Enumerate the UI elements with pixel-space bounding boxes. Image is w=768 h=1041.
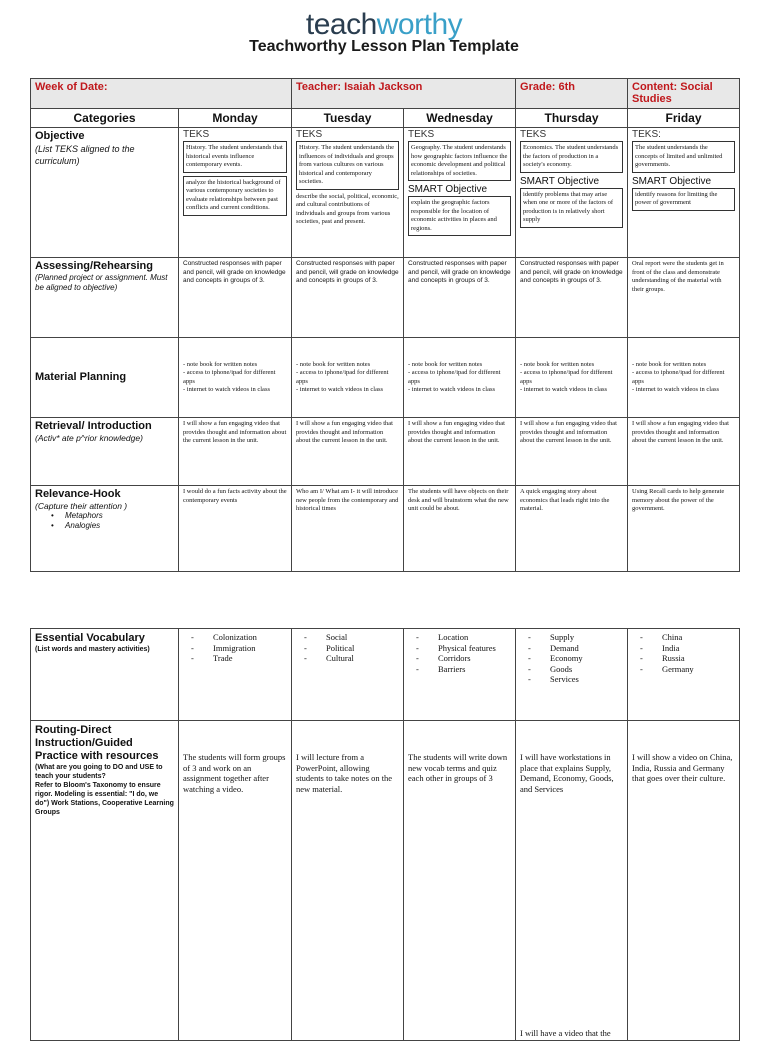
assessing-monday: Constructed responses with paper and pencil, will grade on knowledge and concepts in groups of 3. [179,258,292,338]
objective-subtitle: (List TEKS aligned to the curriculum) [35,144,135,166]
vocab-word: - Immigration [191,643,287,654]
routing-tuesday [292,721,404,1041]
vocabulary-tuesday [292,629,404,721]
material-item: - note book for written notes [296,360,371,368]
routing-wednesday [404,721,516,1041]
objective-thursday [516,128,628,258]
teachworthy-logo: teachworthy [305,8,463,41]
smart-objective-label: SMART Objective [632,175,712,187]
relevance-subtitle: (Capture their attention ) [35,501,128,511]
material-item: - internet to watch videos in class [183,386,271,393]
material-item: - internet to watch videos in class [520,386,608,393]
routing-text: I will have workstations in place that explains Supply, Demand, Economy, Goods, and Services [520,752,614,794]
routing-monday [179,721,292,1041]
vocab-word: - Location [416,632,511,643]
routing-text: The students will form groups of 3 and work on an assignment together after watching a video. [183,752,286,794]
vocabulary-friday [628,629,740,721]
day-thursday: Thursday [516,109,628,128]
vocabulary-wednesday [404,629,516,721]
routing-note: Refer to Bloom's Taxonomy to ensure rigor. Modeling is essential: "I do, we do") Work Stations, Cooperative Learning Groups [35,782,174,816]
relevance-title: Relevance-Hook [35,488,121,500]
material-item: - internet to watch videos in class [296,386,384,393]
relevance-tuesday: Who am I/ What am I- it will introduce new people from the contemporary and historical times [292,486,404,572]
vocab-word: - Trade [191,653,287,664]
relevance-wednesday: The students will have objects on their desk and will brainstorm what the new unit could be about. [404,486,516,572]
objective-wednesday [404,128,516,258]
material-title: Material Planning [35,371,127,383]
routing-text: The students will write down new vocab terms and quiz each other in groups of 3 [408,752,508,783]
objective-tuesday [292,128,404,258]
teks-label: TEKS: [632,129,661,140]
material-item: - access to iphone/ipad for different apps [520,369,613,385]
routing-title: Routing-Direct Instruction/Guided Practice with resources [35,724,159,762]
vocab-word: - Cultural [304,653,399,664]
assessing-category [31,258,179,338]
relevance-friday: Using Recall cards to help generate memory about the power of the government. [628,486,740,572]
routing-thursday [516,721,628,1041]
material-thursday [516,338,628,418]
material-monday [179,338,292,418]
material-item: - access to iphone/ipad for different apps [408,369,501,385]
assessing-tuesday: Constructed responses with paper and pencil, will grade on knowledge and concepts in groups of 3. [292,258,404,338]
retrieval-friday: I will show a fun engaging video that provides thought and information about the current lesson in the unit. [628,418,740,486]
day-wednesday: Wednesday [404,109,516,128]
vocabulary-thursday [516,629,628,721]
vocab-word: - Political [304,643,399,654]
vocab-word: - Social [304,632,399,643]
retrieval-title: Retrieval/ Introduction [35,420,152,432]
relevance-thursday: A quick engaging story about economics that leads right into the material. [516,486,628,572]
objective-friday [628,128,740,258]
vocabulary-routing-table [30,628,740,1041]
relevance-list [35,511,174,531]
vocabulary-row [31,629,740,721]
retrieval-category [31,418,179,486]
retrieval-wednesday: I will show a fun engaging video that provides thought and information about the current lesson in the unit. [404,418,516,486]
smart-objective-text: describe the social, political, economic, and cultural contributions of individuals and groups from various societies, past and present. [296,192,399,225]
vocab-word: - Physical features [416,643,511,654]
vocabulary-title: Essential Vocabulary [35,632,145,644]
day-header-row [31,109,740,128]
relevance-category [31,486,179,572]
header-row [31,79,740,109]
teks-text: The student understands the concepts of limited and unlimited governments. [632,141,735,173]
vocabulary-category [31,629,179,721]
routing-text: I will show a video on China, India, Russia and Germany that goes over their culture. [632,752,733,783]
routing-friday [628,721,740,1041]
material-item: - note book for written notes [183,360,258,368]
retrieval-tuesday: I will show a fun engaging video that provides thought and information about the current lesson in the unit. [292,418,404,486]
day-tuesday: Tuesday [292,109,404,128]
assessing-subtitle: (Planned project or assignment. Must be aligned to objective) [35,273,168,292]
material-item: - access to iphone/ipad for different apps [183,369,276,385]
vocab-word: - Demand [528,643,623,654]
material-wednesday [404,338,516,418]
lesson-plan-table [30,78,740,572]
teks-text: History. The student understands that historical events influence contemporary events. [183,141,287,173]
retrieval-row [31,418,740,486]
relevance-item: • Metaphors [51,511,174,521]
routing-text: I will lecture from a PowerPoint, allowing students to take notes on the new material. [296,752,393,794]
vocabulary-subtitle: (List words and mastery activities) [35,646,150,653]
assessing-title: Assessing/Rehearsing [35,260,153,272]
vocab-word: - China [640,632,735,643]
routing-text-extra: I will have a video that the [520,1027,611,1038]
smart-objective-text: identify reasons for limiting the power of government [632,188,735,211]
teks-text: History. The student understands the influences of individuals and groups from various cultures on various historical and contemporary societies. [296,141,399,190]
routing-category [31,721,179,1041]
retrieval-subtitle: (Activ* ate p^rior knowledge) [35,433,143,443]
routing-row [31,721,740,1041]
relevance-item: • Analogies [51,521,174,531]
assessing-friday: Oral report were the students get in front of the class and demonstrate understanding of the material with their groups. [628,258,740,338]
teks-label: TEKS [296,129,323,140]
teks-text: Geography. The student understands how geographic factors influence the economic development and political relationships of societies. [408,141,511,181]
categories-header: Categories [31,109,179,128]
material-category [31,338,179,418]
smart-objective-text: analyze the historical background of various contemporary societies to evaluate relationships between past conflicts and current conditions. [183,176,287,216]
smart-objective-label: SMART Objective [408,184,488,195]
teks-text: Economics. The student understands the factors of production in a society's economy. [520,141,623,173]
objective-category [31,128,179,258]
smart-objective-text: identify problems that may arise when one or more of the factors of production is in relatively short supply [520,188,623,228]
vocab-word: - Supply [528,632,623,643]
smart-objective-text: explain the geographic factors responsible for the location of economic activities in places and regions. [408,196,511,236]
routing-subtitle: (What are you going to DO and USE to teach your students? [35,764,163,780]
vocab-word: - Services [528,674,623,685]
vocab-word: - Russia [640,653,735,664]
material-item: - note book for written notes [408,360,483,368]
relevance-monday: I would do a fun facts activity about the contemporary events [179,486,292,572]
objective-title: Objective [35,130,85,142]
retrieval-monday: I will show a fun engaging video that provides thought and information about the current lesson in the unit. [179,418,292,486]
assessing-row [31,258,740,338]
material-item: - internet to watch videos in class [408,386,496,393]
vocab-word: - Barriers [416,664,511,675]
day-friday: Friday [628,109,740,128]
vocab-word: - Corridors [416,653,511,664]
relevance-row [31,486,740,572]
grade-level: Grade: 6th [516,79,628,109]
vocab-word: - Germany [640,664,735,675]
material-item: - access to iphone/ipad for different apps [296,369,389,385]
vocab-word: - Colonization [191,632,287,643]
material-tuesday [292,338,404,418]
material-friday [628,338,740,418]
document-title: Teachworthy Lesson Plan Template [249,38,519,55]
retrieval-thursday: I will show a fun engaging video that provides thought and information about the current lesson in the unit. [516,418,628,486]
vocab-word: - Economy [528,653,623,664]
assessing-thursday: Constructed responses with paper and pencil, will grade on knowledge and concepts in groups of 3. [516,258,628,338]
content-area: Content: Social Studies [628,79,740,109]
vocabulary-monday [179,629,292,721]
material-item: - note book for written notes [520,360,595,368]
teacher-name: Teacher: Isaiah Jackson [292,79,516,109]
week-of-date: Week of Date: [31,79,292,109]
vocab-word: - India [640,643,735,654]
material-row [31,338,740,418]
teks-label: TEKS [183,129,210,140]
material-item: - note book for written notes [632,360,707,368]
objective-row [31,128,740,258]
day-monday: Monday [179,109,292,128]
assessing-wednesday: Constructed responses with paper and pencil, will grade on knowledge and concepts in groups of 3. [404,258,516,338]
teks-label: TEKS [408,129,435,140]
teks-label: TEKS [520,129,547,140]
objective-monday [179,128,292,258]
smart-objective-label: SMART Objective [520,175,600,187]
material-item: - access to iphone/ipad for different apps [632,369,725,385]
vocab-word: - Goods [528,664,623,675]
material-item: - internet to watch videos in class [632,386,720,393]
